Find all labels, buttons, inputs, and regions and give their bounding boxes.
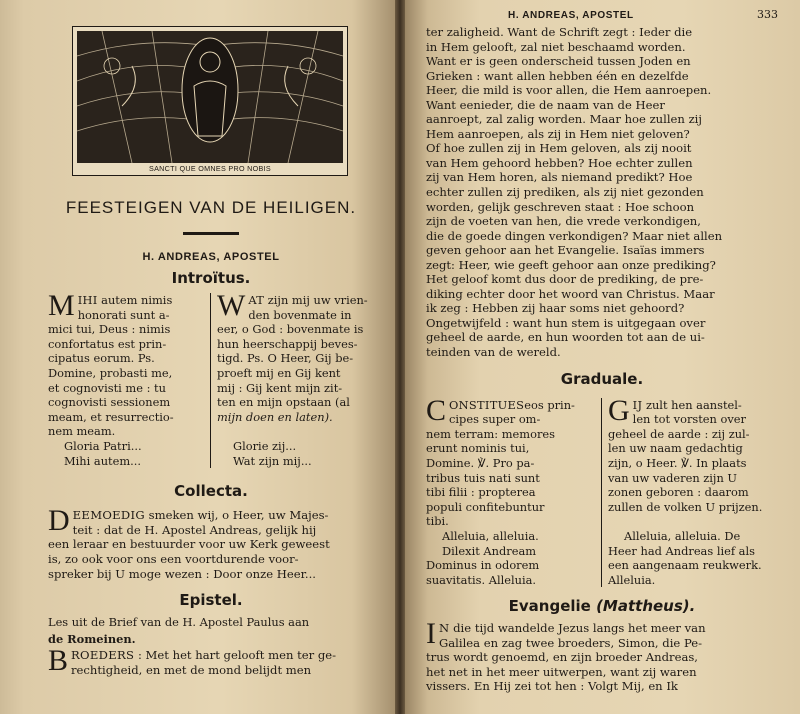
line: Heer, die mild is voor allen, die Hem aanroepen. — [426, 83, 712, 98]
spacer-line — [608, 514, 778, 529]
graduale-dutch-dropcap: G — [608, 393, 630, 427]
saints-engraving — [72, 26, 348, 176]
line: proeft mij en Gij kent — [217, 365, 341, 380]
epistel-intro — [48, 615, 374, 646]
line: geheel de aarde : zij zul- — [608, 426, 750, 441]
line: echter zullen zij prediken, als zij niet gezonden — [426, 185, 704, 200]
line: suavitatis. Alleluia. — [426, 572, 537, 587]
line: mijn doen en laten). — [217, 409, 333, 424]
introitus-latin-lead: IHI — [77, 293, 98, 307]
line: nem terram: memores — [426, 426, 555, 441]
line: Wat zijn mij... — [233, 453, 312, 468]
introitus-latin-dropcap: M — [48, 289, 75, 322]
right-page — [400, 0, 800, 714]
saints-engraving-art — [72, 26, 348, 176]
epistel-continued — [426, 25, 778, 360]
line: in Hem gelooft, zal niet beschaamd worden. — [426, 39, 686, 54]
line: et cognovisti me : tu — [48, 380, 166, 395]
epistel-dropcap: B — [48, 644, 69, 678]
line: aanroept, zal zalig worden. Maar hoe zullen zij — [426, 112, 702, 127]
line: een leraar en bestuurder voor uw Kerk geweest — [48, 537, 330, 552]
line: het net in het meer uitwerpen, want zij waren — [426, 664, 697, 679]
page-number: 333 — [757, 8, 778, 21]
line: Les uit de Brief van de H. Apostel Paulus aan — [48, 615, 310, 630]
line: Hem aanroepen, als zij in Hem niet geloven? — [426, 126, 690, 141]
line: len tot vorsten over — [632, 412, 746, 427]
line: tribus tuis nati sunt — [426, 470, 540, 485]
line: len uw naam gedachtig — [608, 441, 743, 456]
introitus-dutch — [211, 289, 374, 468]
line: honorati sunt a- — [77, 307, 170, 322]
line: cipes super om- — [449, 412, 541, 427]
line: diking echter door het woord van Christus. Maar — [426, 286, 715, 301]
line: Het geloof komt dus door de prediking, de pre- — [426, 272, 704, 287]
page-title: FEESTEIGEN VAN DE HEILIGEN. — [65, 198, 357, 217]
line: erunt nominis tui, — [426, 441, 530, 456]
graduale-dutch — [602, 393, 778, 588]
collecta-heading: Collecta. — [174, 482, 248, 501]
line: Ongetwijfeld : want hun stem is uitgegaan over — [426, 315, 706, 330]
book-gutter — [395, 0, 405, 714]
line: spreker bij U moge wezen : Door onze Heer... — [48, 566, 316, 581]
graduale-latin-dropcap: C — [426, 393, 447, 427]
running-head-title: H. ANDREAS, APOSTEL — [508, 10, 634, 21]
line: van Hem gehoord hebben? Hoe echter zullen — [426, 155, 693, 170]
line: vissers. En Hij zei tot hen : Volgt Mij, en Ik — [426, 679, 678, 694]
line: ter zaligheid. Want de Schrift zegt : Ieder die — [426, 25, 693, 39]
line: zijn de voeten van hen, die vrede verkondigen, — [426, 214, 701, 229]
line: Mihi autem... — [64, 453, 142, 468]
graduale-dutch-lead: IJ — [632, 397, 643, 412]
line: is, zo ook voor ons een voortdurende voor- — [48, 551, 299, 566]
line: Alleluia, alleluia. De — [624, 528, 741, 543]
line: tibi. — [426, 514, 449, 529]
epistel-heading: Epistel. — [179, 591, 243, 610]
saint-heading: H. ANDREAS, APOSTEL — [142, 251, 280, 263]
collecta-text — [48, 504, 374, 581]
line: hun heerschappij beves- — [217, 336, 358, 351]
line: rechtigheid, en met de mond belijdt men — [71, 662, 312, 677]
line: Galilea en zag twee broeders, Simon, die Pe- — [439, 635, 703, 650]
line: zullen de volken U prijzen. — [608, 499, 763, 514]
line: trus wordt genoemd, en zijn broeder Andreas, — [426, 650, 698, 665]
line: Heer had Andreas lief als — [608, 543, 755, 558]
graduale-latin-lead: ONSTITUES — [449, 397, 525, 412]
line: die tijd wandelde Jezus langs het meer van — [453, 621, 706, 636]
evangelie-dropcap: I — [426, 617, 436, 651]
line: zegt: Heer, wie geeft gehoor aan onze prediking? — [426, 257, 716, 272]
evangelie-heading-author: (Mattheus). — [596, 597, 696, 616]
graduale-heading: Graduale. — [560, 369, 644, 388]
line: zij van Hem horen, als niemand predikt? Hoe — [426, 170, 693, 185]
line: den bovenmate in — [248, 307, 352, 322]
line: autem nimis — [101, 293, 173, 307]
line: de Romeinen. — [48, 631, 136, 646]
line: worden, gelijk geschreven staat : Hoe schoon — [426, 199, 695, 214]
graduale-latin — [426, 393, 602, 588]
line: Glorie zij... — [233, 438, 297, 453]
evangelie-heading-label: Evangelie — [508, 597, 591, 616]
line: Dilexit Andream — [442, 543, 537, 558]
line: Dominus in odorem — [426, 558, 540, 573]
line: confortatus est prin- — [48, 336, 167, 351]
line: Grieken : want allen hebben één en dezelfde — [426, 68, 689, 83]
line: Alleluia. — [608, 572, 656, 587]
introitus-dutch-dropcap: W — [217, 289, 246, 322]
line: Want er is geen onderscheid tussen Joden en — [426, 54, 691, 69]
line: : Met het hart gelooft men ter ge- — [137, 648, 337, 663]
line: populi confitebuntur — [426, 499, 545, 514]
line: Want eenieder, die de naam van de Heer — [426, 97, 665, 112]
collecta-lead: EEMOEDIG — [72, 508, 145, 523]
graduale-columns — [426, 393, 778, 588]
running-header — [426, 8, 778, 23]
line: ten en mijn opstaan (al — [217, 395, 350, 410]
engraving-ribbon-text: SANCTI QUE OMNES PRO NOBIS — [148, 164, 272, 173]
line: cognovisti sessionem — [48, 395, 171, 410]
line: Of hoe zullen zij in Hem geloven, als zij nooit — [426, 141, 692, 156]
line: tigd. Ps. O Heer, Gij be- — [217, 351, 354, 366]
line: Alleluia, alleluia. — [442, 528, 539, 543]
evangelie-lead: N — [439, 621, 450, 636]
line: Domine. ℣. Pro pa- — [426, 455, 535, 470]
epistel-lead: ROEDERS — [71, 648, 135, 663]
introitus-heading: Introïtus. — [171, 269, 251, 287]
line: een aangenaam reukwerk. — [608, 558, 762, 573]
line: van uw vaderen zijn U — [608, 470, 738, 485]
line: zijn, o Heer. ℣. In plaats — [608, 455, 747, 470]
line: mici tui, Deus : nimis — [48, 322, 171, 337]
line: eer, o God : bovenmate is — [217, 322, 364, 337]
introitus-dutch-lead: AT — [248, 293, 265, 307]
evangelie-heading — [426, 597, 778, 615]
line: ik zeg : Hebben zij haar soms niet gehoord? — [426, 301, 685, 316]
line: teinden van de wereld. — [426, 345, 561, 360]
line: eos prin- — [524, 397, 575, 412]
spacer-line — [217, 424, 374, 439]
line: Gloria Patri... — [64, 438, 142, 453]
line: meam, et resurrectio- — [48, 409, 174, 424]
epistel-text — [48, 644, 374, 678]
line: smeken wij, o Heer, uw Majes- — [148, 508, 329, 523]
line: cipatus eorum. Ps. — [48, 351, 155, 366]
introitus-latin — [48, 289, 211, 468]
introitus-columns — [48, 289, 374, 468]
line: geheel de aarde, en hun woorden tot aan de ui- — [426, 330, 705, 345]
evangelie-text — [426, 617, 778, 694]
line: nem meam. — [48, 424, 116, 439]
title-rule — [183, 232, 239, 235]
line: teit : dat de H. Apostel Andreas, gelijk hij — [72, 522, 317, 537]
line: zult hen aanstel- — [645, 397, 742, 412]
line: die de goede dingen verkondigen? Maar niet allen — [426, 228, 723, 243]
line: geven gehoor aan het Evangelie. Isaïas immers — [426, 243, 705, 258]
line: mij : Gij kent mijn zit- — [217, 380, 343, 395]
line: tibi filii : propterea — [426, 485, 536, 500]
collecta-dropcap: D — [48, 504, 70, 538]
line: Domine, probasti me, — [48, 365, 173, 380]
line: zijn mij uw vrien- — [267, 293, 368, 307]
line: zonen geboren : daarom — [608, 485, 749, 500]
